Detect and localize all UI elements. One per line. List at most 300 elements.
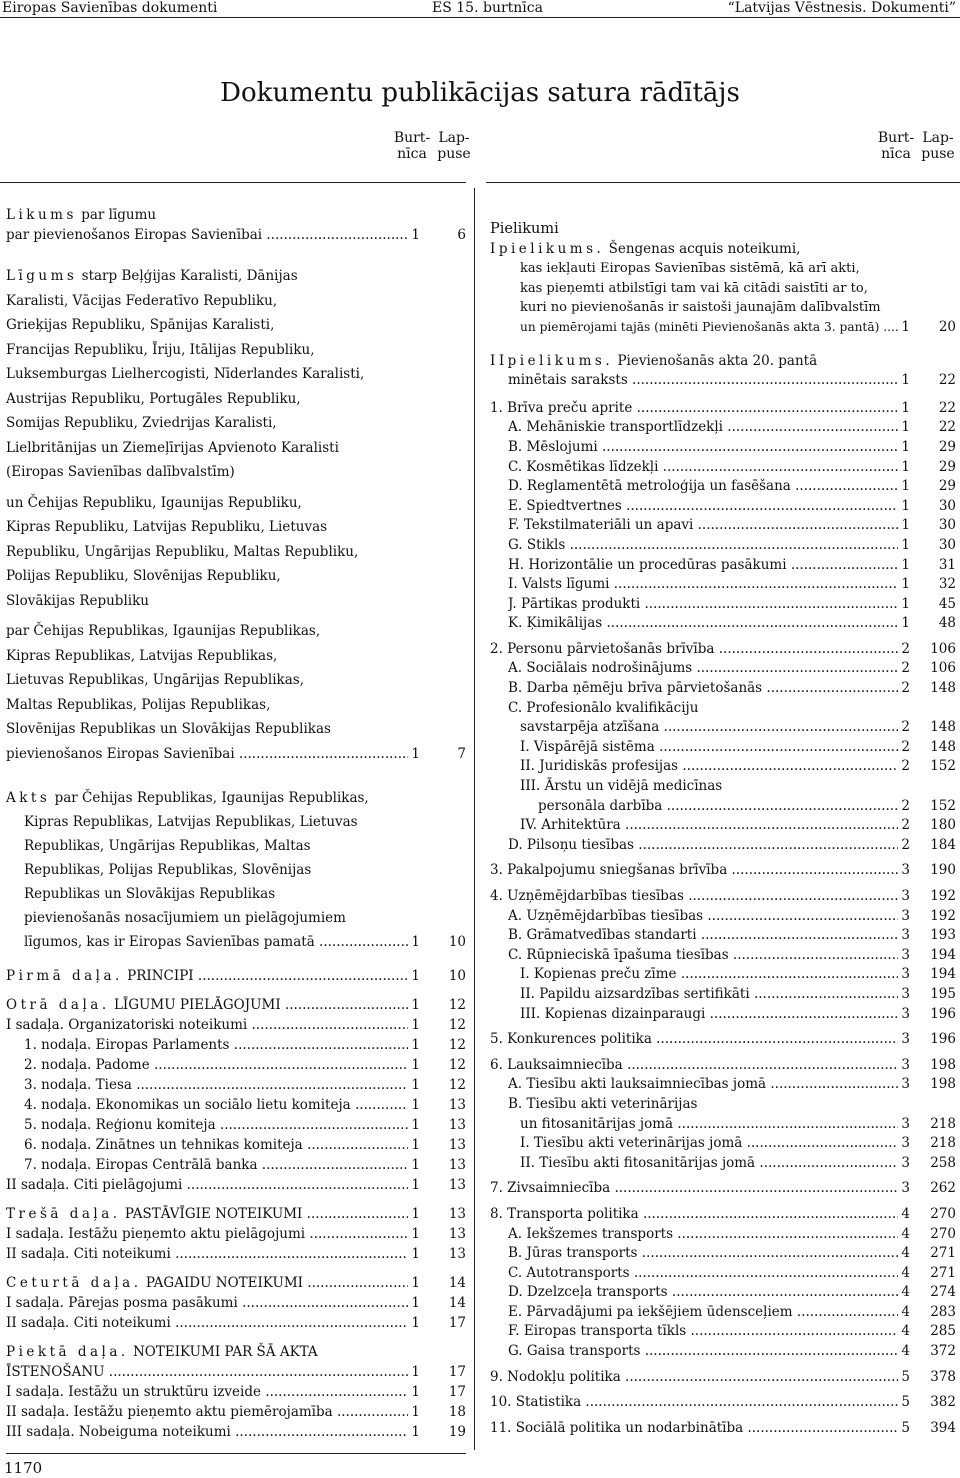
entry-burtnica: 1 — [901, 556, 910, 573]
entry-page: 19 — [448, 1424, 466, 1440]
toc-entry[interactable] — [490, 836, 956, 856]
entry-burtnica: 1 — [901, 438, 910, 455]
entry-page: 22 — [938, 372, 956, 389]
entry-title: minētais saraksts ..... — [508, 371, 898, 391]
entry-burtnica: 3 — [901, 1154, 910, 1171]
entry-burtnica: 1 — [411, 227, 420, 243]
entry-burtnica: 4 — [901, 1284, 910, 1301]
entry-title: 1. nodaļa. Eiropas Parlaments ..... — [24, 1035, 408, 1055]
entry-page: 12 — [448, 997, 466, 1013]
spacer — [6, 1195, 466, 1204]
entry-page: 13 — [448, 1226, 466, 1242]
entry-title: A. Uzņēmējdarbības tiesības ..... — [508, 907, 898, 927]
entry-burtnica: 2 — [901, 738, 910, 755]
entry-burtnica: 2 — [901, 680, 910, 697]
entry-burtnica: 5 — [901, 1394, 910, 1411]
entry-page: 152 — [930, 758, 956, 775]
entry-title: 5. Konkurences politika ..... — [490, 1030, 898, 1050]
entry-burtnica: 1 — [901, 399, 910, 416]
ligums-par-lines — [6, 619, 466, 742]
toc-entry-part[interactable] — [6, 995, 466, 1015]
spacer — [6, 986, 466, 995]
entry-page: 13 — [448, 1206, 466, 1222]
header-right: “Latvijas Vēstnesis. Dokumenti” — [727, 0, 956, 16]
entry-page: 148 — [930, 738, 956, 755]
entry-title: I. Kopienas preču zīme ..... — [520, 965, 898, 985]
entry-page: 13 — [448, 1117, 466, 1133]
entry-title: II sadaļa. Citi pielāgojumi ..... — [6, 1175, 408, 1195]
entry-title: 6. nodaļa. Zinātnes un tehnikas komiteja ..... — [24, 1135, 408, 1155]
toc-entry-part[interactable] — [6, 966, 466, 986]
ligums-line: Luksemburgas Lielhercogisti, Nīderlandes Karalisti, — [6, 366, 365, 382]
bottom-rule — [6, 1453, 466, 1454]
header-center: ES 15. burtnīca — [432, 0, 543, 16]
toc-entry-continued: B. Tiesību akti veterinārijas — [508, 1095, 698, 1112]
entry-burtnica: 1 — [411, 1157, 420, 1173]
entry-title: 10. Statistika ..... — [490, 1393, 898, 1413]
akts-parts — [6, 966, 466, 1442]
entry-page: 262 — [930, 1180, 956, 1197]
pielikumi-heading: Pielikumi — [490, 221, 559, 237]
toc-entry[interactable] — [490, 1134, 956, 1154]
toc-entry[interactable] — [490, 965, 956, 985]
entry-page: 270 — [930, 1205, 956, 1222]
entry-page: 258 — [930, 1154, 956, 1171]
toc-entry[interactable] — [6, 1313, 466, 1333]
entry-page: 192 — [930, 888, 956, 904]
spacer — [6, 245, 466, 264]
toc-entry[interactable] — [6, 1035, 466, 1055]
entry-title: A. Sociālais nodrošinājums ..... — [508, 659, 898, 679]
entry-page: 30 — [938, 497, 956, 514]
ligums-par-line: Slovēnijas Republikas un Slovākijas Republikas — [6, 721, 331, 737]
i-pielikums-text: Šengenas acquis noteikumi, — [608, 240, 801, 257]
toc-entry-continued: III. Ārstu un vidējā medicīnas — [520, 778, 723, 795]
entry-burtnica: 1 — [901, 615, 910, 632]
ii-pielikums-line — [490, 352, 956, 372]
toc-entry-section[interactable] — [490, 887, 956, 907]
ligums-line: Somijas Republiku, Zviedrijas Karalisti, — [6, 415, 277, 431]
ligums-un-line: un Čehijas Republiku, Igaunijas Republiku, — [6, 494, 302, 511]
toc-entry[interactable] — [6, 1135, 466, 1155]
entry-burtnica: 3 — [901, 1180, 910, 1197]
entry-page: 195 — [930, 985, 956, 1002]
entry-title: G. Gaisa transports ..... — [508, 1342, 898, 1362]
toc-entry[interactable] — [490, 1005, 956, 1025]
entry-title: II sadaļa. Iestāžu pieņemto aktu piemērojamība ..... — [6, 1402, 408, 1422]
ligums-un-line: Kipras Republiku, Latvijas Republiku, Lietuvas — [6, 519, 328, 535]
entry-burtnica: 1 — [411, 934, 420, 950]
entry-burtnica: 1 — [901, 517, 910, 534]
entry-title: F. Eiropas transporta tīkls ..... — [508, 1322, 898, 1342]
entry-title: I. Valsts līgumi ..... — [508, 575, 898, 595]
ligums-par-line: Maltas Republikas, Polijas Republikas, — [6, 696, 271, 713]
entry-burtnica: 1 — [411, 1384, 420, 1400]
i-pielikums-line — [490, 240, 956, 260]
toc-entry[interactable] — [6, 1075, 466, 1095]
col-lappuse-label: Lap- puse — [921, 130, 955, 162]
part-title: PASTĀVĪGIE NOTEIKUMI — [124, 1206, 303, 1222]
toc-entry-section[interactable] — [490, 640, 956, 660]
entry-page: 180 — [930, 817, 956, 834]
page-number: 1170 — [4, 1459, 43, 1477]
entry-page: 31 — [938, 556, 956, 573]
entry-burtnica: 1 — [411, 1364, 420, 1380]
entry-title: 11. Sociālā politika un nodarbinātība ..... — [490, 1419, 898, 1439]
entry-burtnica: 4 — [901, 1323, 910, 1340]
entry-title: 4. nodaļa. Ekonomikas un sociālo lietu komiteja ..... — [24, 1095, 408, 1115]
toc-entry-section[interactable] — [490, 1205, 956, 1225]
toc-entry[interactable] — [6, 1095, 466, 1115]
entry-burtnica: 2 — [901, 719, 910, 736]
entry-title: D. Reglamentētā metroloģija un fasēšana ..... — [508, 477, 898, 497]
toc-entry[interactable] — [6, 1055, 466, 1075]
entry-page: 196 — [930, 1031, 956, 1048]
toc-entry[interactable] — [490, 556, 956, 576]
entry-page: 194 — [930, 966, 956, 983]
toc-entry[interactable] — [490, 757, 956, 777]
toc-entry[interactable] — [6, 1175, 466, 1195]
entry-burtnica: 3 — [901, 1135, 910, 1152]
entry-title: 6. Lauksaimniecība ..... — [490, 1056, 898, 1076]
toc-entry[interactable] — [6, 1224, 466, 1244]
entry-page: 48 — [938, 615, 956, 632]
ligums-text: starp Beļģijas Karalisti, Dānijas — [81, 268, 298, 284]
entry-page: 270 — [930, 1225, 956, 1242]
entry-page: 22 — [938, 399, 956, 416]
ligums-un-line: Slovākijas Republiku — [6, 592, 149, 609]
toc-entry[interactable] — [490, 738, 956, 758]
entry-burtnica: 5 — [901, 1368, 910, 1385]
toc-entry[interactable] — [6, 1155, 466, 1175]
toc-entry[interactable] — [490, 1225, 956, 1245]
entry-title — [6, 1273, 408, 1293]
entry-title — [6, 995, 408, 1015]
toc-entry-part[interactable] — [6, 1273, 466, 1293]
i-pielikums-line: kas pieņemti atbilstīgi tam vai kā citādi saistīti ar to, — [520, 280, 868, 296]
entry-page: 106 — [930, 640, 956, 657]
toc-entry[interactable] — [490, 1342, 956, 1362]
toc-entry-section[interactable] — [490, 1419, 956, 1439]
toc-entry-i-pielikums[interactable] — [490, 318, 956, 338]
toc-entry[interactable] — [490, 575, 956, 595]
toc-entry[interactable] — [490, 1283, 956, 1303]
right-column — [490, 220, 956, 1438]
entry-burtnica: 1 — [901, 478, 910, 495]
entry-burtnica: 2 — [901, 836, 910, 853]
entry-page: 12 — [448, 1057, 466, 1073]
akts-text: par Čehijas Republikas, Igaunijas Republikas, — [54, 790, 369, 806]
column-divider — [474, 188, 475, 1450]
akts-line: Republikas un Slovākijas Republikas — [24, 886, 276, 902]
col-head-lappuse-left — [434, 130, 474, 162]
entry-burtnica: 1 — [411, 1404, 420, 1420]
entry-title: par pievienošanos Eiropas Savienībai ..... — [6, 225, 408, 245]
entry-title: B. Jūras transports ..... — [508, 1244, 898, 1264]
toc-entry[interactable] — [6, 1402, 466, 1422]
toc-entry[interactable] — [490, 1115, 956, 1135]
toc-entry-section[interactable] — [490, 1393, 956, 1413]
part-title: PRINCIPI — [127, 968, 194, 984]
toc-entry[interactable] — [490, 985, 956, 1005]
entry-page: 13 — [448, 1157, 466, 1173]
i-pielikums-line: kas iekļauti Eiropas Savienības sistēmā, kā arī akti, — [520, 261, 860, 277]
entry-title: 7. Zivsaimniecība ..... — [490, 1179, 898, 1199]
toc-entry[interactable] — [6, 1244, 466, 1264]
entry-page: 7 — [457, 745, 466, 762]
entry-title: līgumos, kas ir Eiropas Savienības pamatā ..... — [24, 930, 408, 954]
entry-page: 274 — [930, 1284, 956, 1301]
toc-entry[interactable] — [490, 536, 956, 556]
toc-entry-ii-pielikums[interactable] — [490, 371, 956, 391]
toc-entry[interactable] — [490, 946, 956, 966]
entry-page: 190 — [930, 862, 956, 879]
entry-title: H. Horizontālie un procedūras pasākumi ..... — [508, 556, 898, 576]
ii-pielikums-text: Pievienošanās akta 20. pantā — [617, 352, 818, 369]
entry-page: 184 — [930, 836, 956, 853]
entry-burtnica: 5 — [901, 1419, 910, 1436]
toc-entry[interactable] — [6, 1015, 466, 1035]
part-label: Otrā daļa. — [6, 997, 110, 1013]
likums-label: Likums — [6, 207, 77, 223]
entry-page: 30 — [938, 536, 956, 553]
ligums-line: Austrijas Republiku, Portugāles Republiku, — [6, 390, 301, 407]
col-burtnica-label: Burt- nīca — [877, 130, 915, 162]
toc-entry[interactable] — [490, 1075, 956, 1095]
entry-page: 17 — [448, 1384, 466, 1400]
toc-entry[interactable] — [490, 497, 956, 517]
entry-burtnica: 1 — [901, 419, 910, 436]
entry-page: 394 — [930, 1419, 956, 1436]
entry-title: D. Pilsoņu tiesības ..... — [508, 836, 898, 856]
toc-entry-akts[interactable] — [6, 930, 466, 954]
toc-entry[interactable] — [490, 418, 956, 438]
i-pielikums-label: Ipielikums. — [490, 240, 605, 257]
entry-title: A. Mehāniskie transportlīdzekļi ..... — [508, 418, 898, 438]
entry-burtnica: 3 — [901, 1115, 910, 1132]
col-burtnica-label: Burt- nīca — [393, 130, 431, 162]
toc-entry[interactable] — [6, 1293, 466, 1313]
akts-block — [6, 786, 466, 954]
entry-burtnica: 1 — [411, 1017, 420, 1033]
toc-entry[interactable] — [490, 477, 956, 497]
toc-entry[interactable] — [490, 438, 956, 458]
toc-entry-section[interactable] — [490, 861, 956, 881]
entry-burtnica: 1 — [411, 1177, 420, 1193]
entry-title: B. Grāmatvedības standarti ..... — [508, 926, 898, 946]
entry-title: C. Kosmētikas līdzekļi ..... — [508, 458, 898, 478]
entry-page: 6 — [457, 227, 466, 243]
entry-burtnica: 4 — [901, 1343, 910, 1360]
entry-title: D. Dzelzceļa transports ..... — [508, 1283, 898, 1303]
entry-page: 29 — [938, 438, 956, 455]
part-title: PAGAIDU NOTEIKUMI — [145, 1275, 303, 1291]
entry-page: 20 — [938, 318, 956, 335]
ligums-line: Lielbritānijas un Ziemeļīrijas Apvienoto Karalisti — [6, 439, 339, 456]
ligums-un-lines — [6, 491, 466, 614]
entry-page: 198 — [930, 1076, 956, 1093]
entry-title: G. Stikls ..... — [508, 536, 898, 556]
i-pielikums-lines — [490, 259, 956, 318]
entry-burtnica: 1 — [411, 1137, 420, 1153]
toc-entry[interactable] — [490, 1154, 956, 1174]
entry-title: pievienošanos Eiropas Savienībai ..... — [6, 742, 408, 767]
entry-burtnica: 1 — [411, 1057, 420, 1073]
entry-burtnica: 2 — [901, 758, 910, 775]
entry-title: B. Mēslojumi ..... — [508, 438, 898, 458]
entry-page: 106 — [930, 660, 956, 677]
entry-page: 196 — [930, 1005, 956, 1022]
akts-line: Kipras Republikas, Latvijas Republikas, Lietuvas — [24, 814, 358, 830]
entry-title: 1. Brīva preču aprite ..... — [490, 399, 898, 419]
entry-page: 194 — [930, 946, 956, 963]
entry-page: 12 — [448, 1037, 466, 1053]
entry-title: I. Tiesību akti veterinārijas jomā ..... — [520, 1134, 898, 1154]
entry-page: 29 — [938, 458, 956, 475]
toc-entry-section[interactable] — [490, 1368, 956, 1388]
likums-line: par līgumu — [81, 207, 157, 223]
entry-title: II. Tiesību akti fitosanitārijas jomā ..... — [520, 1154, 898, 1174]
entry-title: II sadaļa. Citi noteikumi ..... — [6, 1313, 408, 1333]
entry-title: personāla darbība ..... — [538, 797, 898, 817]
entry-burtnica: 1 — [411, 1275, 420, 1291]
rule-left — [0, 182, 466, 183]
entry-page: 13 — [448, 1246, 466, 1262]
ligums-un-line: Republiku, Ungārijas Republiku, Maltas Republiku, — [6, 543, 359, 560]
entry-burtnica: 4 — [901, 1205, 910, 1222]
entry-burtnica: 4 — [901, 1225, 910, 1242]
ligums-par-line: Lietuvas Republikas, Ungārijas Republikas, — [6, 672, 304, 688]
entry-title: 3. Pakalpojumu sniegšanas brīvība ..... — [490, 861, 898, 881]
entry-burtnica: 1 — [411, 1226, 420, 1242]
toc-entry[interactable] — [490, 458, 956, 478]
akts-line: Republikas, Polijas Republikas, Slovēnijas — [24, 862, 312, 878]
toc-entry[interactable] — [490, 595, 956, 615]
entry-burtnica: 1 — [901, 595, 910, 612]
entry-burtnica: 3 — [901, 862, 910, 879]
toc-entry[interactable] — [490, 679, 956, 699]
entry-burtnica: 1 — [411, 1424, 420, 1440]
ligums-line: Francijas Republiku, Īriju, Itālijas Republiku, — [6, 341, 315, 358]
entry-title: F. Tekstilmateriāli un apavi ..... — [508, 516, 898, 536]
akts-line: pievienošanās nosacījumiem un pielāgojumiem — [24, 910, 346, 926]
toc-entry-part[interactable] — [6, 1362, 466, 1382]
part-label: Ceturtā daļa. — [6, 1275, 142, 1291]
toc-entry-likums[interactable] — [6, 225, 466, 245]
spacer — [490, 338, 956, 352]
ii-pielikums-sections — [490, 399, 956, 1439]
toc-entry[interactable] — [490, 1322, 956, 1342]
entry-page: 17 — [448, 1315, 466, 1331]
entry-burtnica: 1 — [901, 576, 910, 593]
toc-entry[interactable] — [490, 816, 956, 836]
toc-entry[interactable] — [490, 926, 956, 946]
toc-entry-section[interactable] — [490, 399, 956, 419]
ligums-block — [6, 264, 466, 766]
i-pielikums-line: kuri no pievienošanās ir saistoši jaunajām dalībvalstīm — [520, 300, 881, 316]
entry-title: C. Rūpnieciskā īpašuma tiesības ..... — [508, 946, 898, 966]
entry-burtnica: 1 — [411, 1206, 420, 1222]
entry-title: I sadaļa. Iestāžu un struktūru izveide ..... — [6, 1382, 408, 1402]
entry-page: 218 — [930, 1115, 956, 1132]
entry-page: 10 — [448, 934, 466, 950]
entry-burtnica: 1 — [411, 745, 420, 762]
entry-burtnica: 3 — [901, 1005, 910, 1022]
rule-right — [486, 182, 960, 183]
entry-burtnica: 2 — [901, 640, 910, 657]
toc-entry[interactable] — [490, 1264, 956, 1284]
toc-entry[interactable] — [490, 659, 956, 679]
entry-page: 271 — [930, 1264, 956, 1281]
toc-entry[interactable] — [6, 1382, 466, 1402]
entry-burtnica: 1 — [411, 997, 420, 1013]
entry-page: 10 — [448, 968, 466, 984]
toc-entry-continued: C. Profesionālo kvalifikāciju — [508, 699, 699, 716]
toc-entry[interactable] — [490, 907, 956, 927]
entry-page: 18 — [448, 1404, 466, 1420]
toc-entry[interactable] — [6, 1115, 466, 1135]
part-label: Pirmā daļa. — [6, 968, 123, 984]
spacer — [6, 766, 466, 786]
akts-label: Akts — [6, 790, 51, 806]
entry-title: III. Kopienas dizainparaugi ..... — [520, 1005, 898, 1025]
toc-entry[interactable] — [6, 1422, 466, 1442]
toc-entry[interactable] — [490, 797, 956, 817]
col-head-burtnica-right — [876, 130, 916, 162]
entry-title: E. Spiedtvertnes ..... — [508, 497, 898, 517]
entry-title: II. Papildu aizsardzības sertifikāti ..... — [520, 985, 898, 1005]
entry-page: 14 — [448, 1275, 466, 1291]
entry-title: A. Tiesību akti lauksaimniecības jomā ..... — [508, 1075, 898, 1095]
entry-title: J. Pārtikas produkti ..... — [508, 595, 898, 615]
col-head-lappuse-right — [918, 130, 958, 162]
entry-title: savstarpēja atzīšana ..... — [520, 718, 898, 738]
entry-title: K. Ķimikālijas ..... — [508, 614, 898, 634]
entry-title: 2. nodaļa. Padome ..... — [24, 1055, 408, 1075]
toc-entry[interactable] — [490, 1244, 956, 1264]
entry-page: 198 — [930, 1056, 956, 1073]
entry-burtnica: 1 — [411, 1295, 420, 1311]
ligums-un-line: Polijas Republiku, Slovēnijas Republiku, — [6, 568, 281, 584]
entry-page: 218 — [930, 1135, 956, 1152]
entry-title: 5. nodaļa. Reģionu komiteja ..... — [24, 1115, 408, 1135]
entry-title: E. Pārvadājumi pa iekšējiem ūdensceļiem ..... — [508, 1303, 898, 1323]
header-left: Eiropas Savienības dokumenti — [2, 0, 218, 16]
toc-entry[interactable] — [490, 1303, 956, 1323]
entry-burtnica: 1 — [901, 497, 910, 514]
toc-entry-part[interactable] — [6, 1204, 466, 1224]
toc-entry-section[interactable] — [490, 1179, 956, 1199]
toc-entry-ligums[interactable] — [6, 742, 466, 767]
toc-entry[interactable] — [490, 718, 956, 738]
entry-burtnica: 1 — [411, 1246, 420, 1262]
entry-page: 30 — [938, 517, 956, 534]
entry-title: un piemērojami tajās (minēti Pievienošanās akta 3. pantā) ..... — [520, 318, 898, 338]
spacer — [6, 1264, 466, 1273]
toc-entry[interactable] — [490, 516, 956, 536]
entry-title: 8. Transporta politika ..... — [490, 1205, 898, 1225]
entry-title: 4. Uzņēmējdarbības tiesības ..... — [490, 887, 898, 907]
entry-page: 12 — [448, 1077, 466, 1093]
entry-page: 192 — [930, 907, 956, 924]
akts-line: Republikas, Ungārijas Republikas, Maltas — [24, 838, 311, 854]
toc-entry-section[interactable] — [490, 1030, 956, 1050]
col-lappuse-label: Lap- puse — [437, 130, 471, 162]
entry-page: 13 — [448, 1097, 466, 1113]
entry-page: 13 — [448, 1137, 466, 1153]
toc-entry[interactable] — [490, 614, 956, 634]
toc-entry-section[interactable] — [490, 1056, 956, 1076]
